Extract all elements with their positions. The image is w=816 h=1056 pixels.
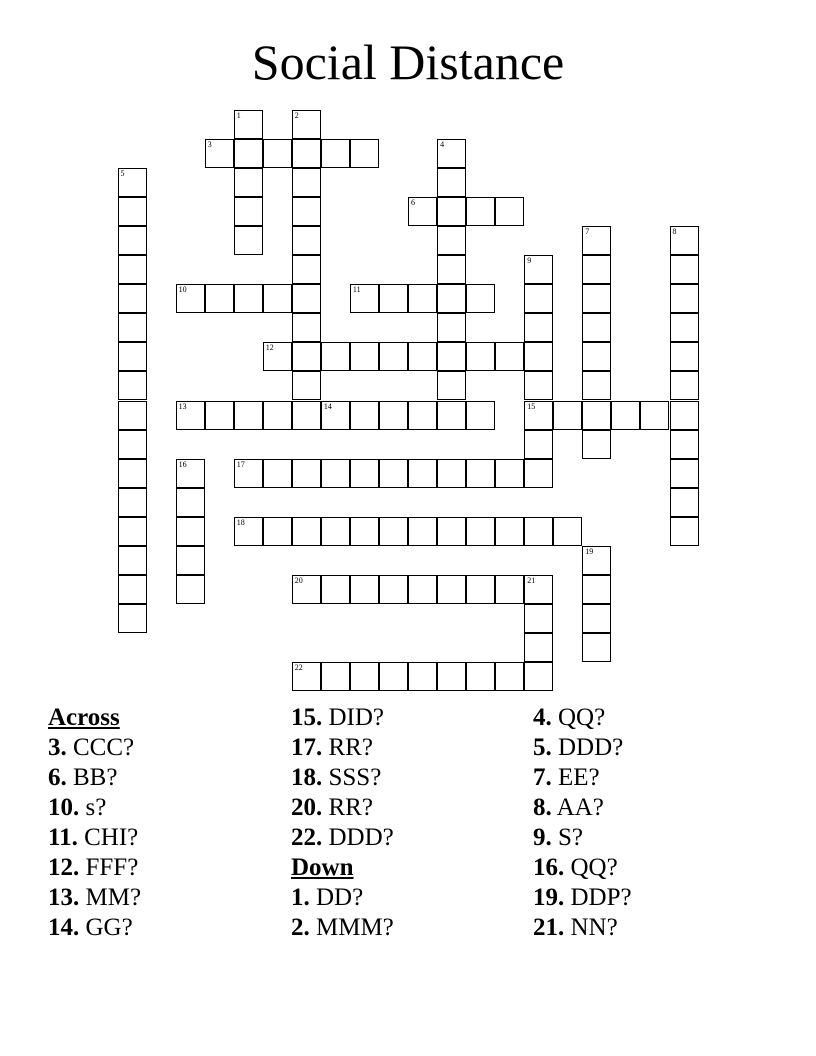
grid-cell[interactable] [670, 313, 699, 342]
cell-number: 16 [178, 459, 187, 469]
grid-cell[interactable] [582, 633, 611, 662]
clue-number: 15. [291, 704, 323, 731]
grid-cell[interactable] [321, 662, 350, 691]
grid-cell[interactable] [466, 662, 495, 691]
grid-cell[interactable] [234, 197, 263, 226]
clue-text: CCC? [73, 734, 135, 761]
grid-cell[interactable] [582, 604, 611, 633]
cell-number: 13 [178, 401, 187, 411]
grid-cell[interactable] [234, 401, 263, 430]
grid-cell[interactable] [495, 662, 524, 691]
grid-cell[interactable] [524, 604, 553, 633]
clue-text: RR? [328, 734, 373, 761]
clue-text: DDP? [570, 884, 632, 911]
clue-number: 1. [291, 884, 310, 911]
clue-text: FFF? [85, 854, 139, 881]
grid-cell[interactable] [118, 197, 147, 226]
across-clue[interactable] [48, 733, 141, 763]
grid-cell[interactable] [437, 313, 466, 342]
grid-cell[interactable] [176, 517, 205, 546]
grid-cell[interactable] [292, 459, 321, 488]
cell-number: 4 [440, 140, 445, 150]
grid-cell[interactable] [176, 401, 205, 430]
grid-cell[interactable] [437, 662, 466, 691]
grid-cell[interactable] [582, 255, 611, 284]
clue-text: MM? [85, 884, 142, 911]
down-clue[interactable] [533, 853, 632, 883]
grid-cell[interactable] [611, 401, 640, 430]
clue-number: 20. [291, 794, 323, 821]
clue-text: BB? [73, 764, 118, 791]
grid-cell[interactable] [292, 255, 321, 284]
grid-cell[interactable] [466, 401, 495, 430]
clue-number: 4. [533, 704, 552, 731]
grid-cell[interactable] [437, 168, 466, 197]
grid-cell[interactable] [118, 430, 147, 459]
grid-cell[interactable] [234, 139, 263, 168]
clue-text: NN? [570, 914, 618, 941]
grid-cell[interactable] [437, 371, 466, 400]
grid-cell[interactable] [466, 342, 495, 371]
clue-number: 3. [48, 734, 67, 761]
grid-cell[interactable] [263, 284, 292, 313]
grid-cell[interactable] [408, 284, 437, 313]
grid-cell[interactable] [379, 401, 408, 430]
grid-cell[interactable] [321, 459, 350, 488]
puzzle-title: Social Distance [251, 34, 565, 90]
cell-number: 12 [265, 343, 274, 353]
grid-cell[interactable] [670, 517, 699, 546]
grid-cell[interactable] [205, 284, 234, 313]
grid-cell[interactable] [292, 371, 321, 400]
grid-cell[interactable] [292, 342, 321, 371]
grid-cell[interactable] [176, 546, 205, 575]
cell-number: 11 [352, 285, 361, 295]
grid-cell[interactable] [292, 110, 321, 139]
grid-cell[interactable] [263, 459, 292, 488]
across-heading: Across [48, 704, 120, 731]
clue-column-3 [533, 703, 632, 943]
down-clue[interactable] [533, 733, 632, 763]
clue-text: QQ? [570, 854, 618, 881]
across-clue[interactable] [48, 793, 141, 823]
clue-text: MMM? [316, 914, 394, 941]
grid-cell[interactable] [176, 459, 205, 488]
cell-number: 10 [178, 285, 187, 295]
grid-cell[interactable] [670, 226, 699, 255]
cell-number: 7 [585, 227, 590, 237]
grid-cell[interactable] [437, 401, 466, 430]
grid-cell[interactable] [176, 284, 205, 313]
grid-cell[interactable] [670, 430, 699, 459]
grid-cell[interactable] [524, 517, 553, 546]
grid-cell[interactable] [118, 575, 147, 604]
grid-cell[interactable] [118, 342, 147, 371]
cell-number: 6 [411, 198, 415, 208]
grid-cell[interactable] [379, 662, 408, 691]
clue-number: 9. [533, 824, 552, 851]
grid-cell[interactable] [670, 342, 699, 371]
down-clue[interactable] [533, 703, 632, 733]
grid-cell[interactable] [263, 401, 292, 430]
clue-number: 10. [48, 794, 80, 821]
grid-cell[interactable] [379, 459, 408, 488]
clue-text: QQ? [558, 704, 606, 731]
grid-cell[interactable] [292, 139, 321, 168]
grid-cell[interactable] [466, 575, 495, 604]
across-clue[interactable] [48, 883, 141, 913]
grid-cell[interactable] [640, 401, 669, 430]
grid-cell[interactable] [118, 459, 147, 488]
grid-cell[interactable] [408, 459, 437, 488]
grid-cell[interactable] [466, 517, 495, 546]
grid-cell[interactable] [553, 517, 582, 546]
grid-cell[interactable] [292, 662, 321, 691]
grid-cell[interactable] [234, 517, 263, 546]
grid-cell[interactable] [466, 284, 495, 313]
clue-number: 22. [291, 824, 323, 851]
across-clue[interactable] [48, 853, 141, 883]
clue-column-1 [48, 703, 141, 943]
clue-text: S? [558, 824, 583, 851]
grid-cell[interactable] [524, 430, 553, 459]
grid-cell[interactable] [292, 313, 321, 342]
clue-number: 19. [533, 884, 565, 911]
grid-cell[interactable] [292, 284, 321, 313]
grid-cell[interactable] [118, 488, 147, 517]
cell-number: 9 [527, 256, 532, 266]
grid-cell[interactable] [321, 342, 350, 371]
grid-cell[interactable] [495, 575, 524, 604]
grid-cell[interactable] [437, 459, 466, 488]
grid-cell[interactable] [582, 430, 611, 459]
clue-number: 11. [48, 824, 78, 851]
grid-cell[interactable] [292, 517, 321, 546]
cell-number: 8 [672, 227, 677, 237]
grid-cell[interactable] [234, 284, 263, 313]
clue-text: GG? [85, 914, 133, 941]
grid-cell[interactable] [176, 575, 205, 604]
across-clue[interactable] [291, 793, 394, 823]
across-clue[interactable] [291, 733, 394, 763]
cell-number: 1 [236, 111, 241, 120]
grid-cell[interactable] [437, 197, 466, 226]
cell-number: 20 [294, 575, 303, 585]
clue-text: DDD? [328, 824, 394, 851]
down-heading: Down [291, 854, 354, 881]
grid-cell[interactable] [292, 575, 321, 604]
grid-cell[interactable] [176, 488, 205, 517]
across-clue[interactable] [48, 763, 141, 793]
grid-cell[interactable] [321, 401, 350, 430]
clue-text: AA? [556, 794, 604, 821]
grid-cell[interactable] [524, 459, 553, 488]
cell-number: 2 [294, 111, 299, 120]
grid-cell[interactable] [437, 342, 466, 371]
grid-cell[interactable] [582, 401, 611, 430]
grid-cell[interactable] [350, 662, 379, 691]
across-clue[interactable] [291, 703, 394, 733]
cell-number: 14 [323, 401, 332, 411]
clue-text: DID? [328, 704, 385, 731]
grid-cell[interactable] [437, 517, 466, 546]
cell-number: 5 [120, 169, 125, 179]
grid-cell[interactable] [205, 401, 234, 430]
clue-text: CHI? [84, 824, 139, 851]
clue-text: RR? [328, 794, 373, 821]
grid-cell[interactable] [495, 517, 524, 546]
clue-text: DDD? [558, 734, 624, 761]
cell-number: 17 [236, 459, 245, 469]
grid-cell[interactable] [292, 226, 321, 255]
grid-cell[interactable] [524, 633, 553, 662]
grid-cell[interactable] [321, 575, 350, 604]
grid-cell[interactable] [118, 401, 147, 430]
grid-cell[interactable] [670, 255, 699, 284]
clue-number: 17. [291, 734, 323, 761]
grid-cell[interactable] [292, 168, 321, 197]
grid-cell[interactable] [118, 604, 147, 633]
grid-cell[interactable] [553, 401, 582, 430]
grid-cell[interactable] [524, 401, 553, 430]
across-clue[interactable] [48, 913, 141, 943]
grid-cell[interactable] [321, 517, 350, 546]
grid-cell[interactable] [350, 139, 379, 168]
grid-cell[interactable] [350, 517, 379, 546]
grid-cell[interactable] [670, 488, 699, 517]
clue-text: DD? [316, 884, 364, 911]
grid-cell[interactable] [582, 371, 611, 400]
grid-cell[interactable] [670, 459, 699, 488]
grid-cell[interactable] [263, 342, 292, 371]
grid-cell[interactable] [263, 517, 292, 546]
grid-cell[interactable] [582, 575, 611, 604]
cell-number: 19 [585, 546, 594, 556]
grid-cell[interactable] [379, 575, 408, 604]
clue-number: 18. [291, 764, 323, 791]
grid-cell[interactable] [582, 342, 611, 371]
grid-cell[interactable] [495, 342, 524, 371]
clue-number: 13. [48, 884, 80, 911]
grid-cell[interactable] [408, 401, 437, 430]
grid-cell[interactable] [118, 284, 147, 313]
grid-cell[interactable] [582, 313, 611, 342]
down-clue[interactable] [533, 913, 632, 943]
grid-cell[interactable] [582, 226, 611, 255]
clue-number: 14. [48, 914, 80, 941]
grid-cell[interactable] [234, 110, 263, 139]
grid-cell[interactable] [408, 662, 437, 691]
grid-cell[interactable] [408, 197, 437, 226]
grid-cell[interactable] [408, 517, 437, 546]
grid-cell[interactable] [524, 342, 553, 371]
clue-column-2 [291, 703, 394, 943]
grid-cell[interactable] [350, 342, 379, 371]
clue-text: EE? [558, 764, 600, 791]
cell-number: 3 [207, 140, 212, 150]
grid-cell[interactable] [350, 459, 379, 488]
grid-cell[interactable] [118, 226, 147, 255]
grid-cell[interactable] [524, 284, 553, 313]
grid-cell[interactable] [292, 401, 321, 430]
across-clue[interactable] [291, 823, 394, 853]
grid-cell[interactable] [321, 139, 350, 168]
grid-cell[interactable] [670, 284, 699, 313]
clue-number: 6. [48, 764, 67, 791]
grid-cell[interactable] [118, 168, 147, 197]
grid-cell[interactable] [408, 575, 437, 604]
grid-cell[interactable] [437, 284, 466, 313]
clue-number: 16. [533, 854, 565, 881]
grid-cell[interactable] [350, 284, 379, 313]
cell-number: 15 [527, 401, 536, 411]
grid-cell[interactable] [495, 197, 524, 226]
grid-cell[interactable] [350, 575, 379, 604]
down-clue[interactable] [533, 883, 632, 913]
clue-number: 21. [533, 914, 565, 941]
down-clue[interactable] [291, 913, 394, 943]
across-clue[interactable] [48, 823, 141, 853]
grid-cell[interactable] [118, 255, 147, 284]
grid-cell[interactable] [234, 226, 263, 255]
clue-number: 12. [48, 854, 80, 881]
clue-number: 2. [291, 914, 310, 941]
grid-cell[interactable] [292, 197, 321, 226]
cell-number: 21 [527, 575, 536, 585]
cell-number: 18 [236, 517, 245, 527]
grid-cell[interactable] [524, 313, 553, 342]
grid-cell[interactable] [582, 546, 611, 575]
grid-cell[interactable] [524, 575, 553, 604]
grid-cell[interactable] [234, 459, 263, 488]
grid-cell[interactable] [437, 575, 466, 604]
grid-cell[interactable] [466, 197, 495, 226]
grid-cell[interactable] [466, 459, 495, 488]
grid-cell[interactable] [118, 371, 147, 400]
grid-cell[interactable] [379, 342, 408, 371]
grid-cell[interactable] [205, 139, 234, 168]
grid-cell[interactable] [379, 517, 408, 546]
grid-cell[interactable] [408, 342, 437, 371]
clue-number: 8. [533, 794, 552, 821]
grid-cell[interactable] [263, 139, 292, 168]
clue-text: SSS? [328, 764, 382, 791]
grid-cell[interactable] [437, 255, 466, 284]
grid-cell[interactable] [437, 226, 466, 255]
grid-cell[interactable] [582, 284, 611, 313]
across-clue[interactable] [291, 763, 394, 793]
clue-number: 5. [533, 734, 552, 761]
grid-cell[interactable] [118, 313, 147, 342]
down-clue[interactable] [533, 823, 632, 853]
down-clue[interactable] [291, 883, 394, 913]
grid-cell[interactable] [437, 139, 466, 168]
grid-cell[interactable] [524, 255, 553, 284]
grid-cell[interactable] [670, 401, 699, 430]
grid-cell[interactable] [118, 517, 147, 546]
clue-number: 7. [533, 764, 552, 791]
cell-number: 22 [294, 663, 303, 672]
down-clue[interactable] [533, 763, 632, 793]
down-clue[interactable] [533, 793, 632, 823]
grid-cell[interactable] [379, 284, 408, 313]
grid-cell[interactable] [118, 546, 147, 575]
grid-cell[interactable] [524, 662, 553, 691]
grid-cell[interactable] [234, 168, 263, 197]
grid-cell[interactable] [350, 401, 379, 430]
grid-cell[interactable] [670, 371, 699, 400]
clue-text: s? [85, 794, 107, 821]
grid-cell[interactable] [524, 371, 553, 400]
grid-cell[interactable] [495, 459, 524, 488]
